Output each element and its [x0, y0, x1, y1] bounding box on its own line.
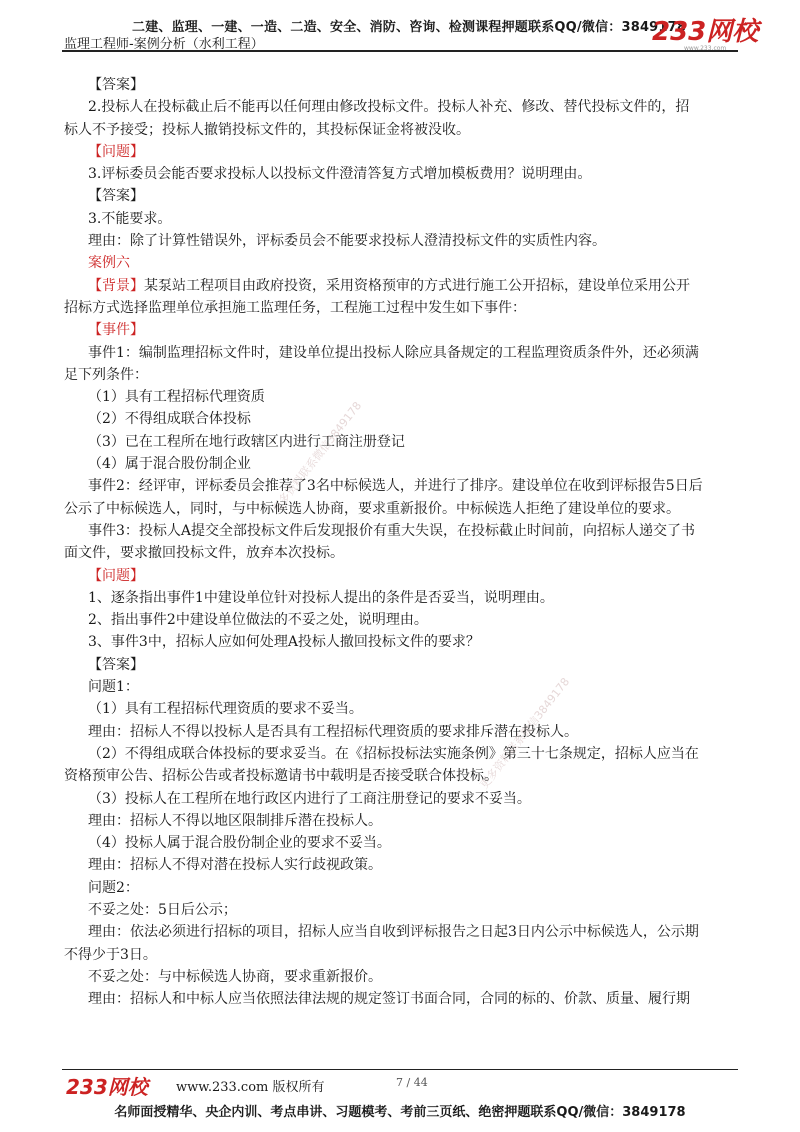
- footer-divider: [62, 1069, 738, 1070]
- paragraph-line: 事件1：编制监理招标文件时，建设单位提出投标人除应具备规定的工程监理资质条件外，还必须满: [88, 344, 699, 361]
- background-text: 某泵站工程项目由政府投资，采用资格预审的方式进行施工公开招标，建设单位采用公开: [144, 277, 690, 294]
- paragraph-line: （1）具有工程招标代理资质的要求不妥当。: [88, 701, 363, 718]
- list-item: （1）具有工程招标代理资质: [88, 389, 265, 406]
- question-item: 1、逐条指出事件1中建设单位针对投标人提出的条件是否妥当，说明理由。: [88, 589, 554, 606]
- paragraph-line: 招标方式选择监理单位承担施工监理任务，工程施工过程中发生如下事件：: [64, 299, 526, 316]
- paragraph-line: 足下列条件：: [64, 366, 148, 383]
- paragraph-line: （4）投标人属于混合股份制企业的要求不妥当。: [88, 835, 391, 852]
- header-subtitle: 监理工程师-案例分析（水利工程）: [64, 37, 264, 52]
- answer-heading: 【答案】: [88, 656, 144, 673]
- question-heading: 【问题】: [88, 143, 144, 160]
- paragraph-line: 3.不能要求。: [88, 210, 172, 227]
- paragraph-line: 问题2：: [88, 879, 139, 896]
- paragraph-line: 不妥之处：5日后公示；: [88, 901, 237, 918]
- paragraph-line: 事件3：投标人A提交全部投标文件后发现报价有重大失误，在投标截止时间前，向招标人递交了书: [88, 522, 696, 539]
- header-divider: [62, 50, 738, 52]
- answer-heading: 【答案】: [88, 77, 144, 93]
- paragraph-line: 理由：招标人不得以投标人是否具有工程招标代理资质的要求排斥潜在投标人。: [88, 723, 578, 740]
- brand-logo-text: 233网校: [652, 17, 759, 47]
- brand-logo-domain: www.233.com: [684, 45, 727, 52]
- paragraph-line: 理由：招标人和中标人应当依照法律法规的规定签订书面合同，合同的标的、价款、质量、履行期: [88, 991, 690, 1008]
- paragraph-line: （2）不得组成联合体投标的要求妥当。在《招标投标法实施条例》第三十七条规定，招标人应当在: [88, 745, 699, 762]
- paragraph-line: 理由：招标人不得对潜在投标人实行歧视政策。: [88, 857, 382, 874]
- question-item: 2、指出事件2中建设单位做法的不妥之处，说明理由。: [88, 612, 428, 629]
- footer-logo: 233网校: [66, 1075, 148, 1099]
- list-item: （4）属于混合股份制企业: [88, 456, 251, 473]
- event-heading: 【事件】: [88, 322, 144, 339]
- brand-logo: [652, 19, 758, 52]
- paragraph-line: 2.投标人在投标截止后不能再以任何理由修改投标文件。投标人补充、修改、替代投标文件的，招: [88, 99, 690, 116]
- paragraph-line: 资格预审公告、招标公告或者投标邀请书中载明是否接受联合体投标。: [64, 768, 498, 785]
- paragraph-line: 理由：依法必须进行招标的项目，招标人应当自收到评标报告之日起3日内公示中标候选人，公示期: [88, 924, 699, 941]
- paragraph-line: 理由：除了计算性错误外，评标委员会不能要求投标人澄清投标文件的实质性内容。: [88, 233, 606, 250]
- paragraph-line: 理由：招标人不得以地区限制排斥潜在投标人。: [88, 812, 382, 829]
- paragraph-line: 公示了中标候选人，同时，与中标候选人协商，要求重新报价。中标候选人拒绝了建设单位的要求。: [64, 500, 680, 517]
- paragraph-line: 不妥之处：与中标候选人协商，要求重新报价。: [88, 968, 382, 985]
- paragraph-line: 面文件，要求撤回投标文件，放弃本次投标。: [64, 545, 344, 562]
- page-header: [0, 0, 800, 52]
- watermark: 更多资料联系微信3849178: [477, 675, 573, 792]
- paragraph-line: 3.评标委员会能否要求投标人以投标文件澄清答复方式增加模板费用？说明理由。: [88, 166, 592, 183]
- footer-copyright: www.233.com 版权所有: [176, 1080, 325, 1095]
- watermark: 更多资料联系微信3849178: [269, 399, 365, 516]
- paragraph-line: （3）投标人在工程所在地行政区内进行了工商注册登记的要求不妥当。: [88, 790, 531, 807]
- page-number: 7 / 44: [396, 1076, 428, 1089]
- background-label: 【背景】: [88, 277, 144, 294]
- document-body: [64, 74, 736, 1010]
- paragraph-line: 标人不予接受；投标人撤销投标文件的，其投标保证金将被没收。: [64, 121, 470, 138]
- footer-promo-line: 名师面授精华、央企内训、考点串讲、习题模考、考前三页纸、绝密押题联系QQ/微信：3849178: [114, 1105, 686, 1120]
- background-line: [88, 275, 736, 297]
- question-heading: 【问题】: [88, 567, 144, 584]
- question-item: 3、事件3中，招标人应如何处理A投标人撤回投标文件的要求？: [88, 634, 480, 651]
- header-promo-line: 二建、监理、一建、一造、二造、安全、消防、咨询、检测课程押题联系QQ/微信：3849178: [132, 20, 687, 35]
- paragraph-line: 事件2：经评审，评标委员会推荐了3名中标候选人，并进行了排序。建设单位在收到评标报告5日后: [88, 478, 703, 495]
- case-title: 案例六: [88, 255, 130, 272]
- paragraph-line: 不得少于3日。: [64, 946, 157, 963]
- paragraph-line: 问题1：: [88, 679, 139, 696]
- list-item: （3）已在工程所在地行政辖区内进行工商注册登记: [88, 433, 405, 450]
- list-item: （2）不得组成联合体投标: [88, 411, 251, 428]
- answer-heading: 【答案】: [88, 188, 144, 205]
